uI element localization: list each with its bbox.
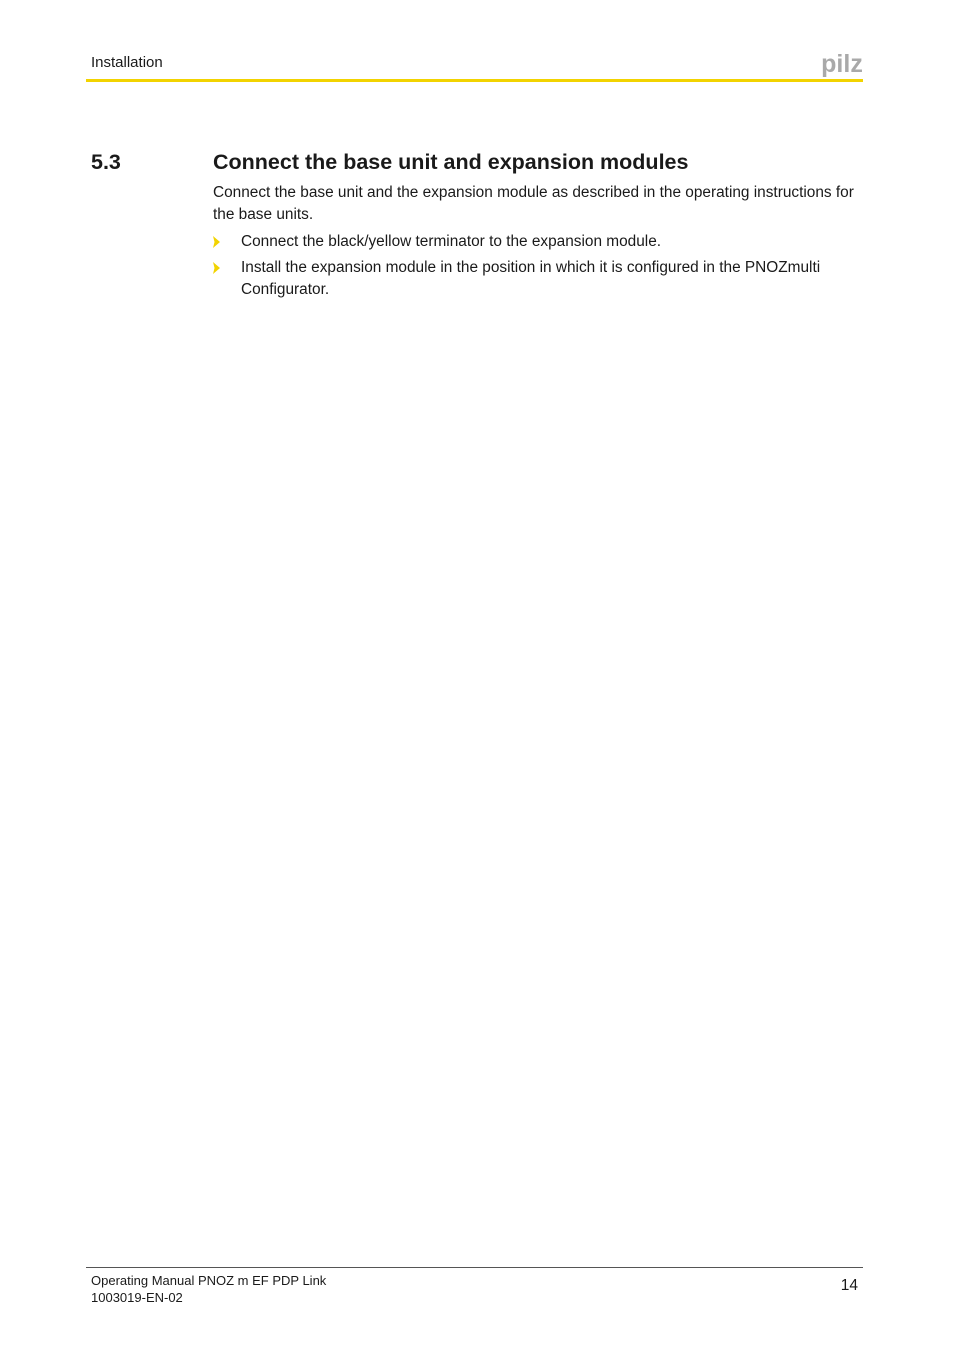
step-text: Install the expansion module in the position in which it is configured in the PNOZmulti Configurator.: [241, 259, 821, 298]
section-title: Connect the base unit and expansion modules: [213, 150, 689, 174]
footer-document-title: Operating Manual PNOZ m EF PDP Link: [91, 1273, 327, 1288]
step-text: Connect the black/yellow terminator to the expansion module.: [241, 233, 662, 250]
arrow-right-icon: [213, 236, 221, 248]
pilz-logo: [820, 50, 864, 78]
footer-divider: [86, 1267, 863, 1268]
header-divider: [86, 79, 863, 82]
section-number: 5.3: [91, 150, 121, 174]
instruction-step: [213, 231, 861, 253]
page-number: 14: [840, 1277, 858, 1294]
header-section-title: Installation: [91, 54, 163, 71]
footer-document-code: 1003019-EN-02: [91, 1290, 183, 1305]
arrow-right-icon: [213, 262, 221, 274]
intro-paragraph: Connect the base unit and the expansion module as described in the operating instructions for the base units.: [213, 184, 854, 223]
logo-wordmark: pilz: [821, 50, 863, 78]
instruction-step: [213, 257, 861, 301]
